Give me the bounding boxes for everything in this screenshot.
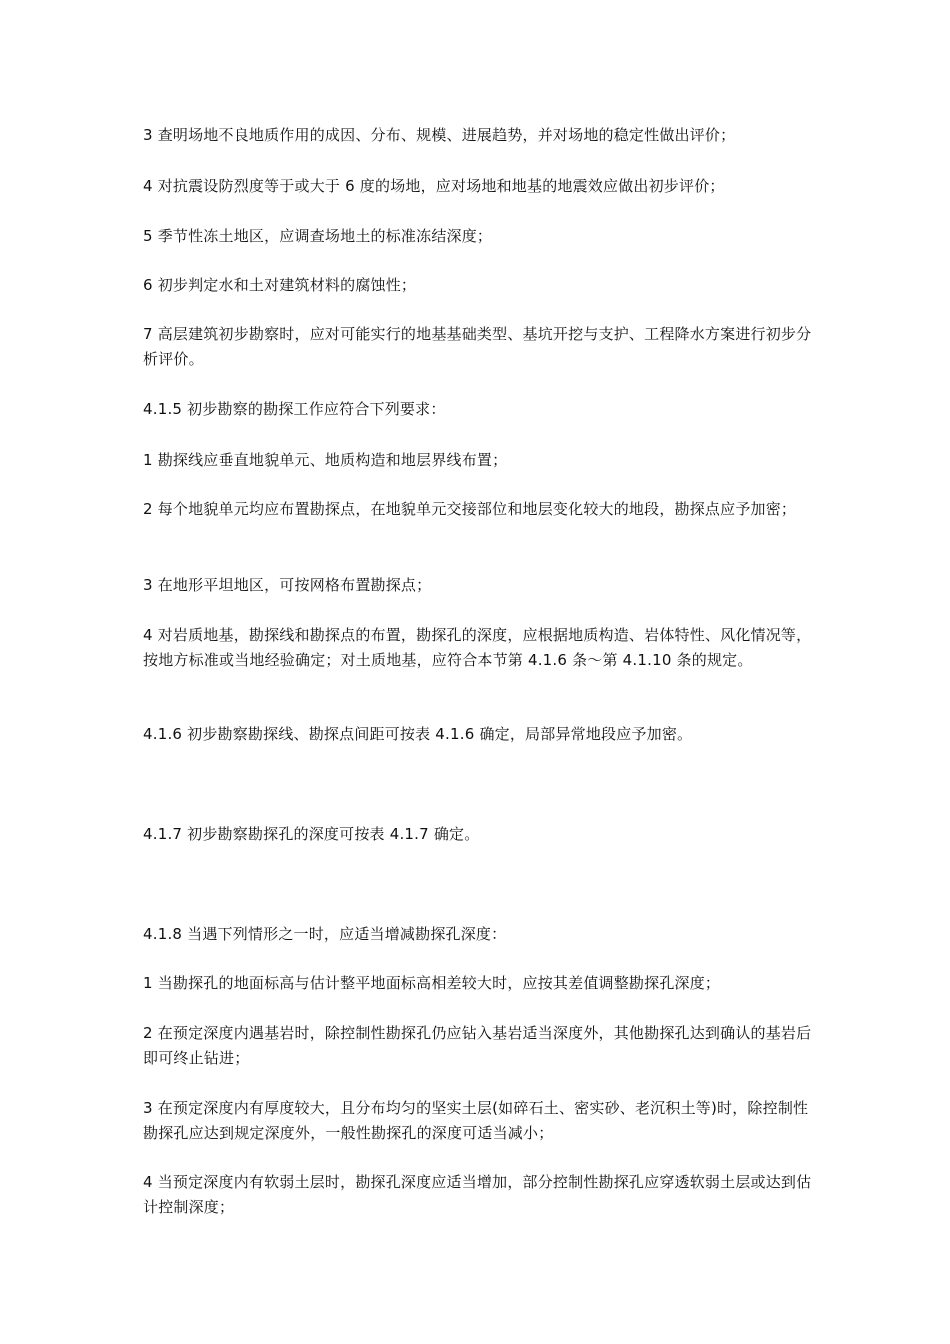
paragraph-item-5-frozen-soil: 5 季节性冻土地区，应调查场地土的标准冻结深度； (143, 227, 493, 245)
paragraph-exploration-line: 1 勘探线应垂直地貌单元、地质构造和地层界线布置； (143, 451, 508, 469)
paragraph-item-6-corrosion: 6 初步判定水和土对建筑材料的腐蚀性； (143, 276, 417, 294)
paragraph-soft-soil: 4 当预定深度内有软弱土层时，勘探孔深度应适当增加，部分控制性勘探孔应穿透软弱土层或达到估计控制深度； (143, 1173, 812, 1216)
section-heading-4-1-8: 4.1.8 当遇下列情形之一时，应适当增减勘探孔深度： (143, 925, 507, 943)
section-heading-4-1-7: 4.1.7 初步勘察勘探孔的深度可按表 4.1.7 确定。 (143, 825, 480, 843)
section-heading-4-1-6: 4.1.6 初步勘察勘探线、勘探点间距可按表 4.1.6 确定，局部异常地段应予加密。 (143, 725, 693, 743)
paragraph-rock-foundation: 4 对岩质地基，勘探线和勘探点的布置，勘探孔的深度，应根据地质构造、岩体特性、风化情况等，按地方标准或当地经验确定；对土质地基，应符合本节第 4.1.6 条～第 4.1.10 条的规定。 (143, 626, 812, 669)
paragraph-elevation-difference: 1 当勘探孔的地面标高与估计整平地面标高相差较大时，应按其差值调整勘探孔深度； (143, 974, 721, 992)
paragraph-dense-soil: 3 在预定深度内有厚度较大，且分布均匀的坚实土层(如碎石土、密实砂、老沉积土等)时，除控制性勘探孔应达到规定深度外，一般性勘探孔的深度可适当减小； (143, 1099, 809, 1142)
paragraph-bedrock: 2 在预定深度内遇基岩时，除控制性勘探孔仍应钻入基岩适当深度外，其他勘探孔达到确认的基岩后即可终止钻进； (143, 1024, 812, 1067)
paragraph-item-4-seismic: 4 对抗震设防烈度等于或大于 6 度的场地，应对场地和地基的地震效应做出初步评价； (143, 177, 725, 195)
paragraph-item-7-high-rise: 7 高层建筑初步勘察时，应对可能实行的地基基础类型、基坑开挖与支护、工程降水方案进行初步分析评价。 (143, 325, 812, 368)
paragraph-item-3-adverse-geology: 3 查明场地不良地质作用的成因、分布、规模、进展趋势，并对场地的稳定性做出评价； (143, 126, 736, 144)
paragraph-grid-layout: 3 在地形平坦地区，可按网格布置勘探点； (143, 576, 432, 594)
paragraph-exploration-points: 2 每个地貌单元均应布置勘探点，在地貌单元交接部位和地层变化较大的地段，勘探点应予加密； (143, 500, 797, 518)
section-heading-4-1-5: 4.1.5 初步勘察的勘探工作应符合下列要求： (143, 400, 446, 418)
